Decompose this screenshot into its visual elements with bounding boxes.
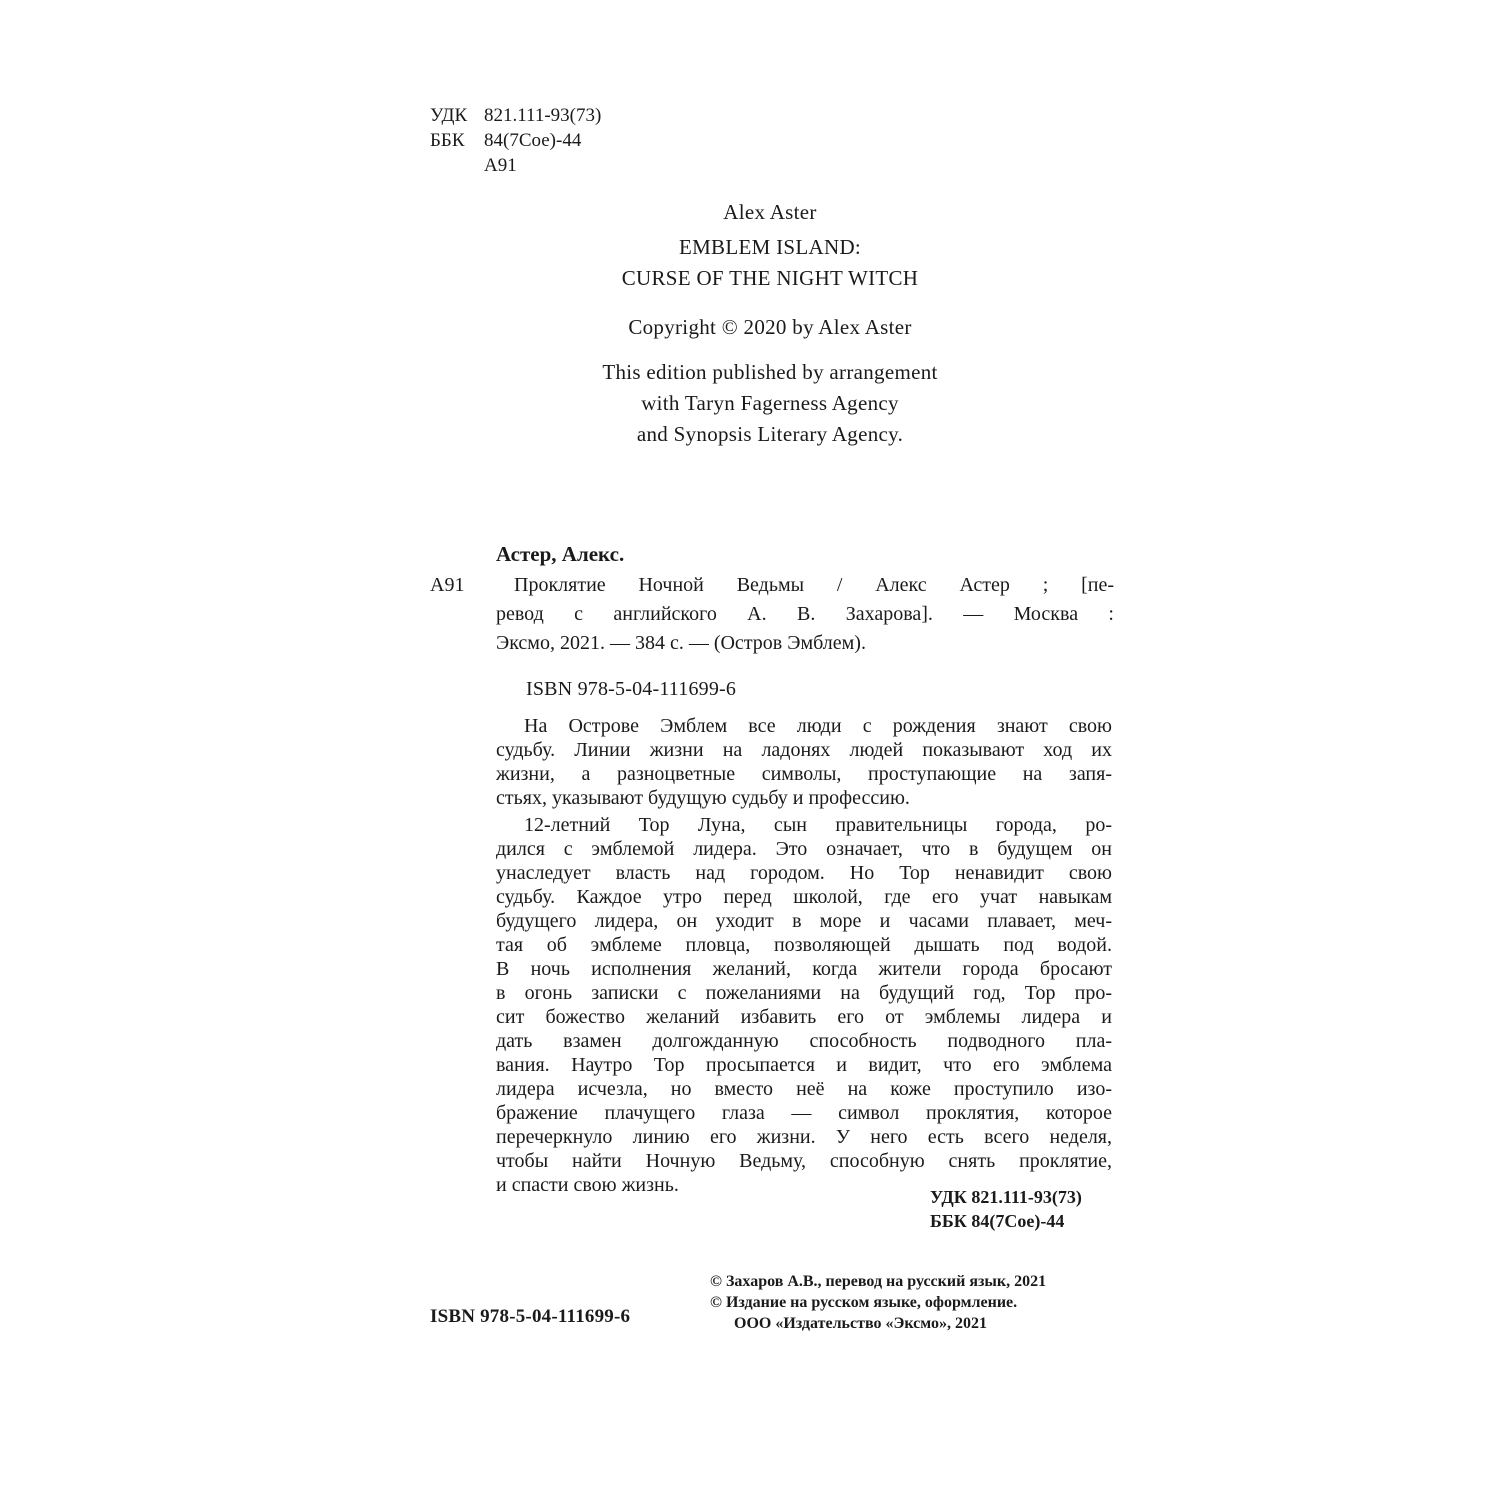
annotation-line: и спасти свою жизнь. xyxy=(496,1174,679,1196)
imprint-isbn: ISBN 978-5-04-111699-6 xyxy=(430,1306,631,1327)
description-line: Эксмо, 2021. — 384 с. — (Остров Эмблем). xyxy=(496,632,866,654)
arrangement-notice xyxy=(430,357,1110,450)
arrangement-line: with Taryn Fagerness Agency xyxy=(641,391,899,415)
imprint-rights xyxy=(710,1271,1046,1334)
bibliographic-record xyxy=(430,540,1114,704)
bbk-label: ББК xyxy=(430,130,465,151)
edition-rights: © Издание на русском языке, оформление. xyxy=(710,1294,1018,1311)
annotation-codes xyxy=(930,1185,1082,1233)
arrangement-line: and Synopsis Literary Agency. xyxy=(636,422,904,446)
annotation-line: 12-летний Тор Луна, сын правительницы города, ро- xyxy=(524,814,1112,836)
original-title-line: CURSE OF THE NIGHT WITCH xyxy=(621,266,919,290)
annotation-line: перечеркнуло линию его жизни. У него есть всего неделя, xyxy=(496,1126,1112,1148)
record-isbn: ISBN 978-5-04-111699-6 xyxy=(526,678,737,700)
annotation-line: тая об эмблеме пловца, позволяющей дышать под водой. xyxy=(496,934,1112,956)
udk-value: 821.111-93(73) xyxy=(484,105,602,126)
original-author: Alex Aster xyxy=(723,200,817,224)
bbk-row xyxy=(430,128,601,153)
annotation-line: унаследует власть над городом. Но Тор ненавидит свою xyxy=(496,862,1112,884)
original-copyright: Copyright © 2020 by Alex Aster xyxy=(628,315,912,339)
annotation xyxy=(496,714,1112,1197)
udk-row xyxy=(430,103,601,128)
annotation-line: стьях, указывают будущую судьбу и профессию. xyxy=(496,787,910,809)
annotation-line: вания. Наутро Тор просыпается и видит, что его эмблема xyxy=(496,1054,1112,1076)
annotation-line: будущего лидера, он уходит в море и часами плавает, меч- xyxy=(496,910,1112,932)
annotation-udk: УДК 821.111-93(73) xyxy=(930,1187,1082,1207)
original-title-line: EMBLEM ISLAND: xyxy=(678,235,862,259)
bbk-value: 84(7Сое)-44 xyxy=(484,130,582,151)
udk-label: УДК xyxy=(430,105,468,126)
arrangement-line: This edition published by arrangement xyxy=(602,360,938,384)
record-author-mark: А91 xyxy=(430,574,465,596)
author-mark: А91 xyxy=(484,155,517,176)
record-description xyxy=(430,571,1114,658)
translation-rights: © Захаров А.В., перевод на русский язык, 2021 xyxy=(710,1273,1047,1290)
publisher-rights: ООО «Издательство «Эксмо», 2021 xyxy=(734,1315,987,1332)
annotation-line: сит божество желаний избавить его от эмблемы лидера и xyxy=(496,1006,1112,1028)
annotation-line: судьбу. Линии жизни на ладонях людей показывают ход их xyxy=(496,739,1112,761)
annotation-line: бражение плачущего глаза — символ проклятия, которое xyxy=(496,1102,1112,1124)
original-title xyxy=(430,232,1110,294)
description-line: ревод с английского А. В. Захарова]. — Москва : xyxy=(496,603,1114,625)
annotation-line: жизни, а разноцветные символы, проступающие на запя- xyxy=(496,763,1112,785)
annotation-line: На Острове Эмблем все люди с рождения знают свою xyxy=(524,715,1112,737)
annotation-line: чтобы найти Ночную Ведьму, способную снять проклятие, xyxy=(496,1150,1112,1172)
annotation-line: лидера исчезла, но вместо неё на коже проступило изо- xyxy=(496,1078,1112,1100)
original-edition-block xyxy=(430,197,1110,450)
classification-block xyxy=(430,103,601,178)
record-author: Астер, Алекс. xyxy=(496,542,625,566)
annotation-line: дать взамен долгожданную способность подводного пла- xyxy=(496,1030,1112,1052)
annotation-line: в огонь записки с пожеланиями на будущий год, Тор про- xyxy=(496,982,1112,1004)
annotation-line: В ночь исполнения желаний, когда жители города бросают xyxy=(496,958,1112,980)
annotation-line: судьбу. Каждое утро перед школой, где его учат навыкам xyxy=(496,886,1112,908)
description-line: Проклятие Ночной Ведьмы / Алекс Астер ; [пе- xyxy=(514,574,1114,596)
annotation-line: дился с эмблемой лидера. Это означает, что в будущем он xyxy=(496,838,1112,860)
annotation-bbk: ББК 84(7Сое)-44 xyxy=(930,1211,1065,1231)
author-mark-row xyxy=(430,153,601,178)
